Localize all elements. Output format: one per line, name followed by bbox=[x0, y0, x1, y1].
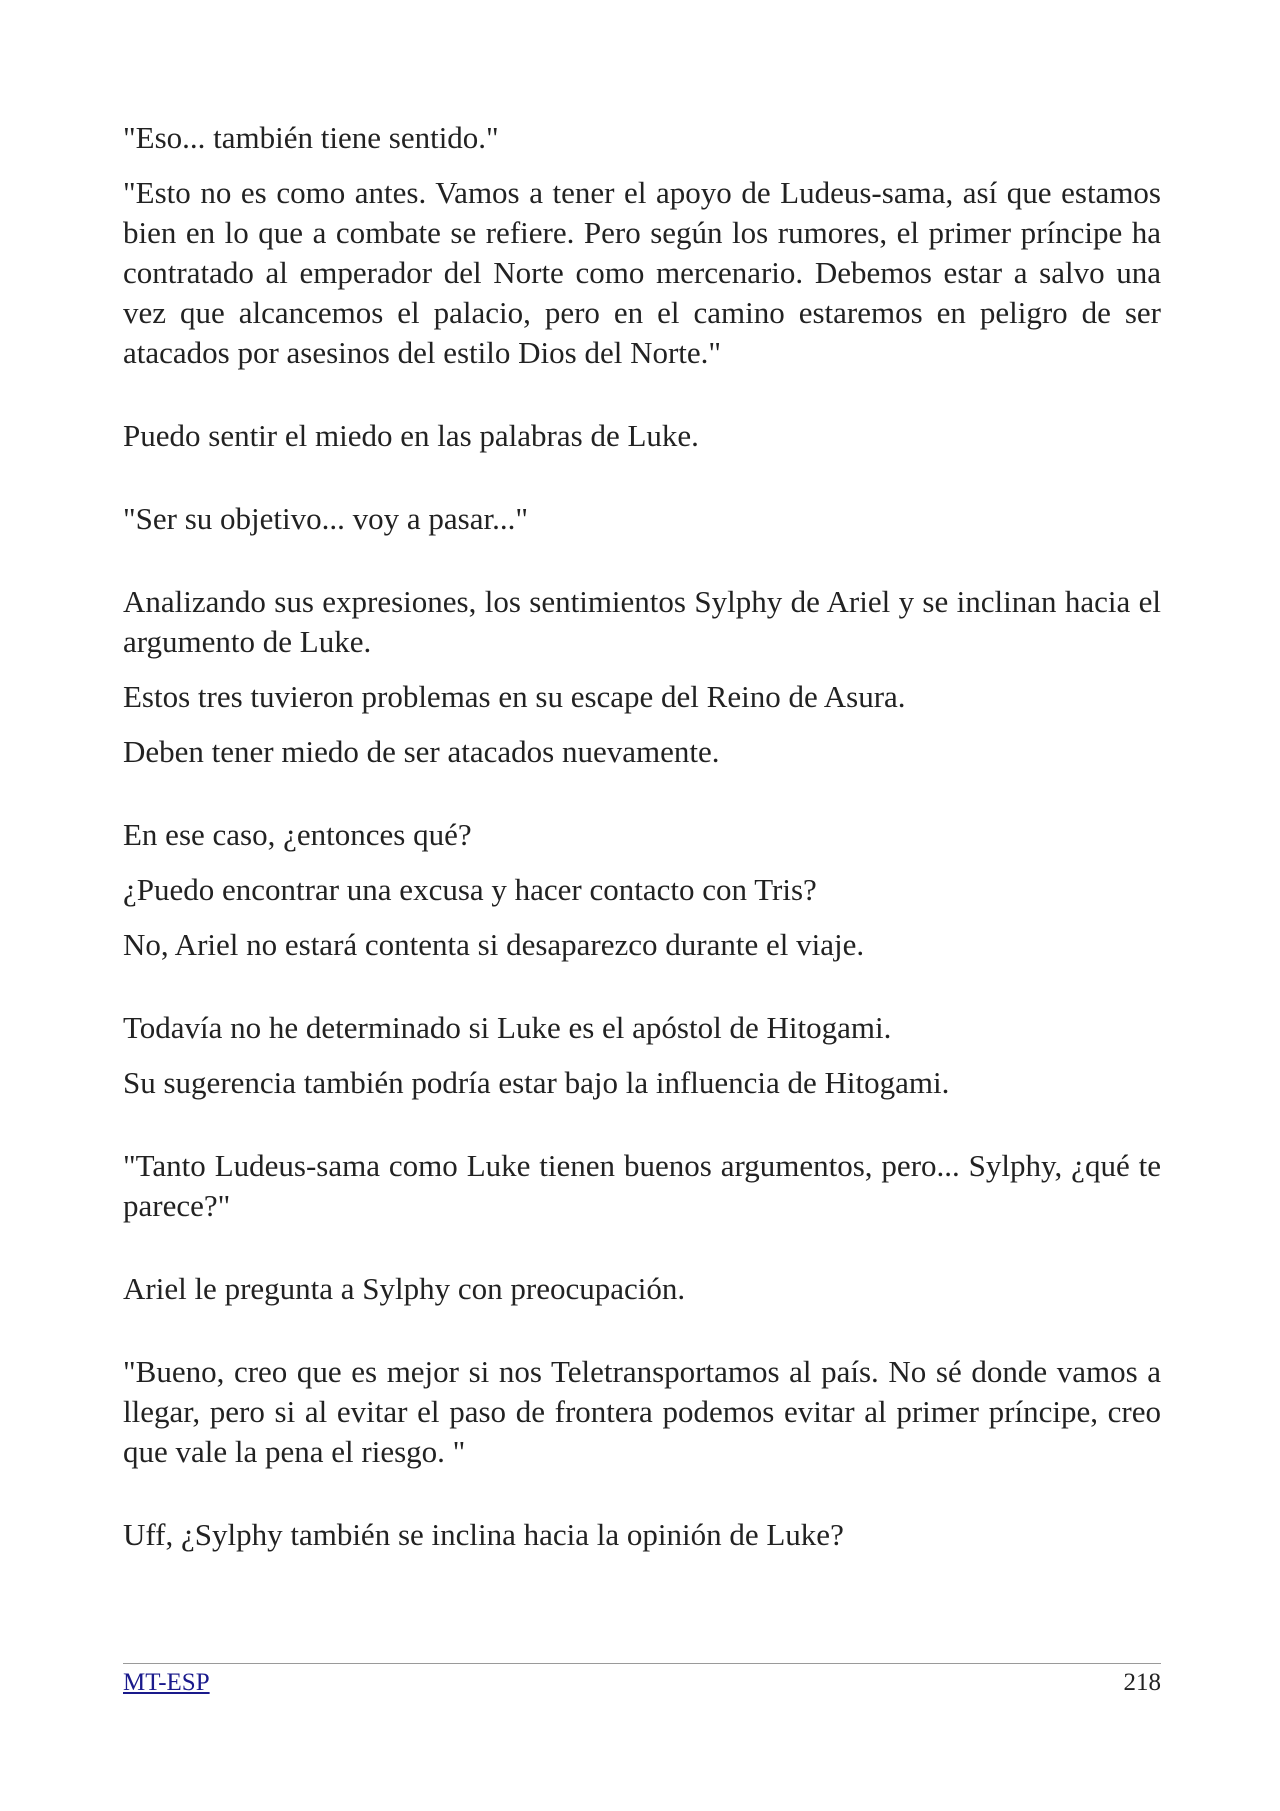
page-body bbox=[123, 118, 1161, 1555]
paragraph: "Tanto Ludeus-sama como Luke tienen buenos argumentos, pero... Sylphy, ¿qué te parece?" bbox=[123, 1148, 1161, 1223]
paragraph: Deben tener miedo de ser atacados nuevamente. bbox=[123, 734, 720, 769]
paragraph: Todavía no he determinado si Luke es el apóstol de Hitogami. bbox=[123, 1010, 892, 1045]
page-number: 218 bbox=[1123, 1669, 1161, 1696]
footer-source-link[interactable]: MT-ESP bbox=[123, 1669, 210, 1696]
paragraph: Analizando sus expresiones, los sentimientos Sylphy de Ariel y se inclinan hacia el argumento de Luke. bbox=[123, 584, 1161, 659]
paragraph: "Ser su objetivo... voy a pasar..." bbox=[123, 501, 528, 536]
paragraph: "Bueno, creo que es mejor si nos Teletransportamos al país. No sé donde vamos a llegar, pero si al evitar el paso de frontera podemos evitar al primer príncipe, creo que vale la pena el riesgo. " bbox=[123, 1354, 1161, 1469]
paragraph: Estos tres tuvieron problemas en su escape del Reino de Asura. bbox=[123, 679, 906, 714]
paragraph: "Esto no es como antes. Vamos a tener el apoyo de Ludeus-sama, así que estamos bien en lo que a combate se refiere. Pero según los rumores, el primer príncipe ha contratado al emperador del Norte como mercenario. Debemos estar a salvo una vez que alcancemos el palacio, pero en el camino estaremos en peligro de ser atacados por asesinos del estilo Dios del Norte." bbox=[123, 175, 1161, 370]
paragraph: No, Ariel no estará contenta si desaparezco durante el viaje. bbox=[123, 927, 865, 962]
footer-divider bbox=[123, 1663, 1161, 1664]
paragraph: Su sugerencia también podría estar bajo la influencia de Hitogami. bbox=[123, 1065, 950, 1100]
paragraph: ¿Puedo encontrar una excusa y hacer contacto con Tris? bbox=[123, 872, 817, 907]
page-footer bbox=[123, 1668, 1161, 1698]
paragraph: Puedo sentir el miedo en las palabras de Luke. bbox=[123, 418, 699, 453]
paragraph: "Eso... también tiene sentido." bbox=[123, 120, 499, 155]
paragraph: Ariel le pregunta a Sylphy con preocupación. bbox=[123, 1271, 686, 1306]
paragraph: Uff, ¿Sylphy también se inclina hacia la opinión de Luke? bbox=[123, 1517, 844, 1552]
paragraph: En ese caso, ¿entonces qué? bbox=[123, 817, 472, 852]
